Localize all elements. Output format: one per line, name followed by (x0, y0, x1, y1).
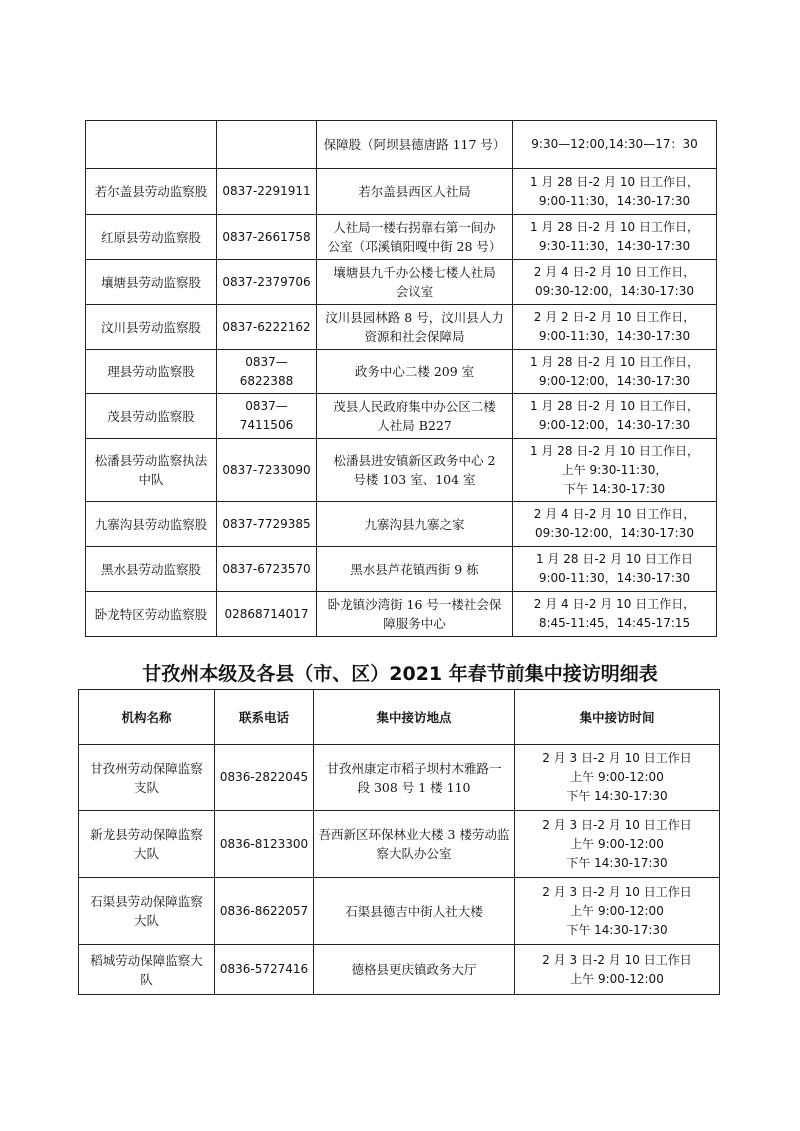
table-row (79, 745, 720, 811)
table-header-row (79, 690, 720, 745)
phone-cell: 0836-8123300 (215, 811, 314, 878)
time-cell: 9:30—12:00,14:30—17：30 (513, 121, 717, 169)
place-cell: 若尔盖县西区人社局 (317, 169, 513, 215)
place-cell: 石渠县德吉中街人社大楼 (314, 878, 515, 945)
phone-cell: 02868714017 (217, 592, 317, 637)
time-cell: 2 月 3 日-2 月 10 日工作日 上午 9:00-12:00 下午 14:30-17:30 (515, 745, 720, 811)
time-cell: 2 月 3 日-2 月 10 日工作日 上午 9:00-12:00 下午 14:30-17:30 (515, 878, 720, 945)
phone-cell: 0836-5727416 (215, 945, 314, 995)
time-cell: 2 月 3 日-2 月 10 日工作日 上午 9:00-12:00 下午 14:30-17:30 (515, 811, 720, 878)
phone-cell: 0837-7233090 (217, 439, 317, 502)
phone-cell: 0837—6822388 (217, 350, 317, 394)
table-row (79, 878, 720, 945)
time-cell: 2 月 2 日-2 月 10 日工作日， 9:00-11:30，14:30-17:30 (513, 305, 717, 350)
table-row (86, 121, 717, 169)
org-cell: 松潘县劳动监察执法 中队 (86, 439, 217, 502)
table-row (86, 547, 717, 592)
time-cell: 2 月 3 日-2 月 10 日工作日 上午 9:00-12:00 (515, 945, 720, 995)
table-row (79, 811, 720, 878)
place-cell: 九寨沟县九寨之家 (317, 502, 513, 547)
org-cell: 黑水县劳动监察股 (86, 547, 217, 592)
phone-cell (217, 121, 317, 169)
table-row (86, 592, 717, 637)
org-cell: 若尔盖县劳动监察股 (86, 169, 217, 215)
place-cell: 政务中心二楼 209 室 (317, 350, 513, 394)
place-cell: 人社局一楼右拐靠右第一间办 公室（邛溪镇阳嘎中街 28 号） (317, 215, 513, 260)
header-org: 机构名称 (79, 690, 215, 745)
time-cell: 2 月 4 日-2 月 10 日工作日， 8:45-11:45，14:45-17:15 (513, 592, 717, 637)
org-cell: 九寨沟县劳动监察股 (86, 502, 217, 547)
phone-cell: 0837-2661758 (217, 215, 317, 260)
org-cell: 石渠县劳动保障监察 大队 (79, 878, 215, 945)
place-cell: 壤塘县九千办公楼七楼人社局 会议室 (317, 260, 513, 305)
table-row (86, 260, 717, 305)
table-row (86, 350, 717, 394)
phone-cell: 0837-2291911 (217, 169, 317, 215)
org-cell: 稻城劳动保障监察大 队 (79, 945, 215, 995)
time-cell: 1 月 28 日-2 月 10 日工作日， 上午 9:30-11:30， 下午 14:30-17:30 (513, 439, 717, 502)
time-cell: 1 月 28 日-2 月 10 日工作日， 9:00-12:00，14:30-17:30 (513, 394, 717, 439)
place-cell: 德格县更庆镇政务大厅 (314, 945, 515, 995)
org-cell: 茂县劳动监察股 (86, 394, 217, 439)
time-cell: 2 月 4 日-2 月 10 日工作日， 09:30-12:00，14:30-17:30 (513, 502, 717, 547)
time-cell: 1 月 28 日-2 月 10 日工作日 9:00-11:30，14:30-17:30 (513, 547, 717, 592)
org-cell: 红原县劳动监察股 (86, 215, 217, 260)
inspection-table-aba-body (86, 121, 717, 637)
phone-cell: 0837-2379706 (217, 260, 317, 305)
place-cell: 甘孜州康定市稻子坝村木雅路一 段 308 号 1 楼 110 (314, 745, 515, 811)
header-phone: 联系电话 (215, 690, 314, 745)
header-place: 集中接访地点 (314, 690, 515, 745)
phone-cell: 0837—7411506 (217, 394, 317, 439)
table-row (86, 215, 717, 260)
phone-cell: 0837-6723570 (217, 547, 317, 592)
time-cell: 2 月 4 日-2 月 10 日工作日， 09:30-12:00，14:30-17:30 (513, 260, 717, 305)
table-row (86, 305, 717, 350)
inspection-table-ganzi (78, 689, 720, 995)
table-row (79, 945, 720, 995)
place-cell: 松潘县进安镇新区政务中心 2 号楼 103 室、104 室 (317, 439, 513, 502)
table-title-ganzi: 甘孜州本级及各县（市、区）2021 年春节前集中接访明细表 (142, 663, 658, 685)
phone-cell: 0836-2822045 (215, 745, 314, 811)
org-cell: 新龙县劳动保障监察 大队 (79, 811, 215, 878)
place-cell: 保障股（阿坝县德唐路 117 号） (317, 121, 513, 169)
org-cell: 壤塘县劳动监察股 (86, 260, 217, 305)
time-cell: 1 月 28 日-2 月 10 日工作日， 9:30-11:30，14:30-17:30 (513, 215, 717, 260)
phone-cell: 0836-8622057 (215, 878, 314, 945)
table-row (86, 394, 717, 439)
time-cell: 1 月 28 日-2 月 10 日工作日， 9:00-11:30，14:30-17:30 (513, 169, 717, 215)
org-cell (86, 121, 217, 169)
phone-cell: 0837-6222162 (217, 305, 317, 350)
inspection-table-aba (85, 120, 717, 637)
time-cell: 1 月 28 日-2 月 10 日工作日， 9:00-12:00，14:30-17:30 (513, 350, 717, 394)
org-cell: 理县劳动监察股 (86, 350, 217, 394)
place-cell: 吾西新区环保林业大楼 3 楼劳动监 察大队办公室 (314, 811, 515, 878)
place-cell: 黑水县芦花镇西街 9 栋 (317, 547, 513, 592)
table-row (86, 502, 717, 547)
table-row (86, 439, 717, 502)
phone-cell: 0837-7729385 (217, 502, 317, 547)
org-cell: 卧龙特区劳动监察股 (86, 592, 217, 637)
inspection-table-ganzi-body (79, 745, 720, 995)
org-cell: 汶川县劳动监察股 (86, 305, 217, 350)
place-cell: 卧龙镇沙湾街 16 号一楼社会保 障服务中心 (317, 592, 513, 637)
place-cell: 汶川县园林路 8 号，汶川县人力 资源和社会保障局 (317, 305, 513, 350)
place-cell: 茂县人民政府集中办公区二楼 人社局 B227 (317, 394, 513, 439)
header-time: 集中接访时间 (515, 690, 720, 745)
org-cell: 甘孜州劳动保障监察 支队 (79, 745, 215, 811)
table-row (86, 169, 717, 215)
